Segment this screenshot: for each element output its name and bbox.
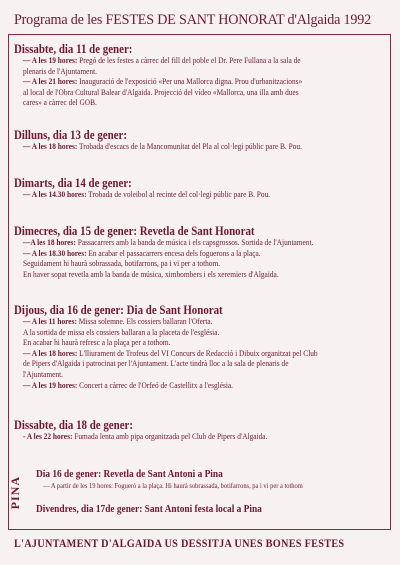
event-text: Pregó de les festes a càrrec del fill del poble el Dr. Pere Fullana a la sala de [79, 56, 301, 65]
event-line-cont [14, 67, 347, 78]
day-section-saturday-18 [14, 418, 384, 443]
day-section-monday-13 [14, 128, 384, 153]
event-text: Seguidament hi haurà sobrassada, botifarrons, pa i vi per a tothom. [23, 259, 221, 269]
event-line-cont [14, 328, 347, 339]
event-line [14, 56, 347, 67]
event-line [14, 317, 347, 328]
pina-vertical-label: PINA [8, 476, 22, 510]
event-text: Passacarrers amb la banda de música i els capsgrossos. Sortida de l'Ajuntament. [77, 238, 314, 247]
day-section-wednesday-15 [14, 224, 384, 280]
event-line [14, 381, 347, 392]
event-text: l'Ajuntament. [23, 369, 64, 379]
event-time: — A les 18 hores: [23, 142, 78, 151]
footer-greeting: L'AJUNTAMENT D'ALGAIDA US DESSITJA UNES BONES FESTES [14, 538, 345, 550]
event-text: al local de l'Obra Cultural Balear d'Algaida. Projecció del vídeo «Mallorca, una illa amb dues [23, 87, 299, 97]
event-line-cont [14, 338, 347, 349]
event-line [14, 190, 347, 201]
event-line [14, 249, 347, 260]
event-text: A la sortida de missa els cossiers ballaran a la placeta de l'església. [23, 327, 220, 337]
event-time: — A les 18.30 hores: [23, 248, 87, 258]
event-time: — A les 19 hores: [23, 56, 78, 65]
event-text: Fogueró a la plaça. Hi haurà sobrassada, botifarrons, pa i vi per a tothom [114, 482, 303, 490]
event-time: — A les 14.30 hores: [23, 190, 87, 199]
event-line-cont [14, 370, 347, 381]
event-text: plenaris de l'Ajuntament. [23, 66, 97, 76]
event-time: — A les 11 hores: [23, 317, 77, 326]
event-line [14, 432, 347, 443]
event-text: de Pipers d'Algaida i patrocinat per l'Ajuntament. L'acte tindrà lloc a la sala de plenaris de [23, 359, 289, 369]
pina-event-revetla [36, 468, 388, 491]
program-title: Programa de les FESTES DE SANT HONORAT d'Algaida 1992 [14, 11, 372, 28]
day-heading: Dimarts, dia 14 de gener: [14, 176, 132, 190]
event-text: L'lliurament de Trofeus del VI Concurs de Redacció i Dibuix organitzat pel Club [79, 348, 318, 358]
event-time: — A les 18 hores: [23, 348, 78, 358]
pina-heading: Dia 16 de gener: Revetla de Sant Antoni a Pina [36, 469, 223, 480]
event-time: —A les 18 hores: [23, 238, 76, 247]
event-line-cont [14, 88, 347, 99]
event-line-cont [14, 259, 347, 270]
event-time: — A partir de les 19 hores: [43, 482, 113, 490]
event-line-cont [14, 359, 347, 370]
event-line [14, 349, 347, 360]
event-line [14, 77, 347, 88]
event-text: Inauguració de l'exposició «Per una Mallorca digna. Prou d'urbanitzacions» [79, 77, 303, 87]
pina-event-line [36, 481, 353, 491]
pina-heading: Divendres, dia 17de gener: Sant Antoni festa local a Pina [36, 504, 262, 515]
event-text: Concert a càrrec de l'Orfeó de Castellitx a l'església. [79, 380, 234, 390]
event-text: Fumada lenta amb pipa organitzada pel Club de Pipers d'Algaida. [74, 432, 268, 441]
event-line [14, 142, 347, 153]
event-line-cont [14, 270, 347, 281]
event-time: - A les 22 hores: [23, 432, 73, 441]
day-heading: Dijous, dia 16 de gener: Dia de Sant Honorat [14, 303, 223, 317]
day-section-tuesday-14 [14, 176, 384, 201]
event-line [14, 238, 347, 249]
event-line-cont [14, 98, 347, 109]
day-heading: Dissabte, dia 11 de gener: [14, 42, 133, 56]
event-text: Missa solemne. Els cossiers ballaran l'Oferta. [78, 317, 213, 326]
day-section-saturday-11 [14, 42, 384, 109]
event-text: Trobada d'escacs de la Mancomunitat del Pla al col·legi públic pare B. Pou. [79, 142, 302, 151]
event-text: En acabar hi haurà refresc a la plaça per a tothom. [23, 338, 171, 348]
event-time: — A les 21 hores: [23, 77, 78, 87]
day-heading: Dimecres, dia 15 de gener: Revetla de Sant Honorat [14, 224, 255, 238]
pina-event-sant-antoni [36, 503, 388, 516]
event-time: — A les 19 hores: [23, 380, 78, 390]
day-heading: Dissabte, dia 18 de gener: [14, 418, 134, 432]
event-text: En haver sopat revetla amb la banda de música, ximbombers i els xeremiers d'Algaida. [23, 269, 279, 279]
day-section-thursday-16 [14, 303, 384, 391]
event-text: cares» a càrrec del GOB. [23, 98, 97, 108]
event-text: Trobada de voleibol al recinte del col·legi públic pare B. Pou. [88, 190, 271, 199]
event-text: En acabar el passacarrers encesa dels foguerons a la plaça. [88, 248, 261, 258]
day-heading: Dilluns, dia 13 de gener: [14, 128, 127, 142]
